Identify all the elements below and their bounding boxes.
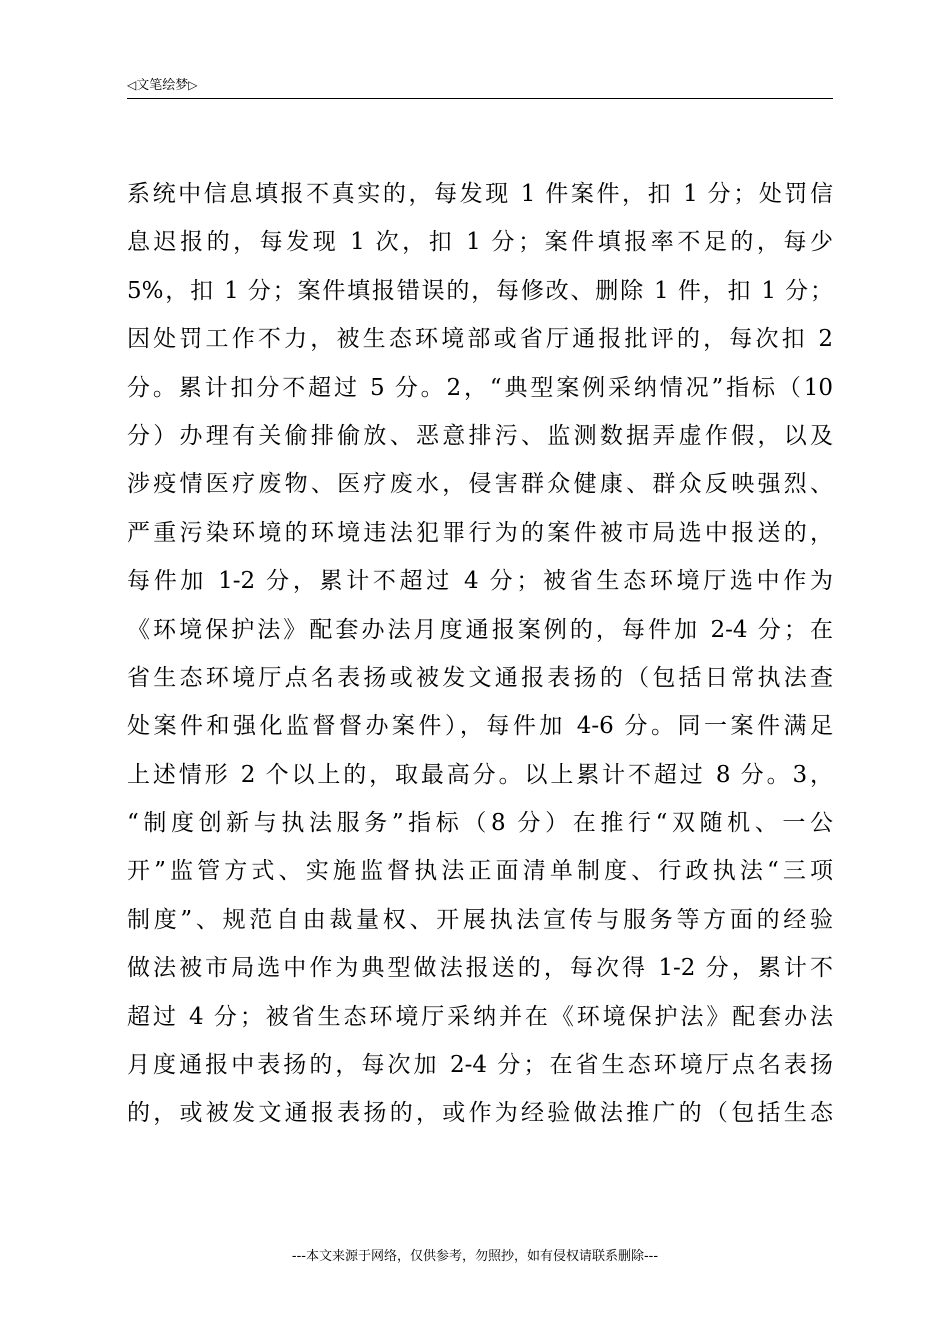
body-line: 分）办理有关偷排偷放、恶意排污、监测数据弄虚作假，以及 (127, 422, 833, 449)
left-triangle-icon: ◁ (127, 78, 137, 92)
body-line: 超过 4 分；被省生态环境厅采纳并在《环境保护法》配套办法 (127, 1003, 833, 1030)
body-line: 上述情形 2 个以上的，取最高分。以上累计不超过 8 分。3， (127, 761, 833, 788)
body-line: 的，或被发文通报表扬的，或作为经验做法推广的（包括生态 (127, 1100, 833, 1127)
right-triangle-icon: ▷ (188, 78, 198, 92)
body-line: 省生态环境厅点名表扬或被发文通报表扬的（包括日常执法查 (127, 664, 833, 691)
body-line: 系统中信息填报不真实的，每发现 1 件案件，扣 1 分；处罚信 (127, 181, 833, 207)
body-line: 做法被市局选中作为典型做法报送的，每次得 1-2 分，累计不 (127, 955, 833, 982)
body-line: 开”监管方式、实施监督执法正面清单制度、行政执法“三项 (127, 858, 833, 885)
page-header (127, 76, 833, 99)
body-line: 息迟报的，每发现 1 次，扣 1 分；案件填报率不足的，每少 (127, 229, 833, 256)
header-title-text: 文笔绘梦 (136, 78, 189, 93)
header-title (127, 76, 197, 95)
body-line: “制度创新与执法服务”指标（8 分）在推行“双随机、一公 (127, 810, 833, 837)
body-line: 月度通报中表扬的，每次加 2-4 分；在省生态环境厅点名表扬 (127, 1052, 833, 1079)
document-body (127, 170, 833, 1138)
body-line: 因处罚工作不力，被生态环境部或省厅通报批评的，每次扣 2 (127, 326, 833, 353)
body-line: 处案件和强化监督督办案件），每件加 4-6 分。同一案件满足 (127, 713, 833, 740)
page-footer: ---本文来源于网络，仅供参考，勿照抄，如有侵权请联系删除--- (291, 1249, 659, 1264)
body-line: 5%，扣 1 分；案件填报错误的，每修改、删除 1 件，扣 1 分； (127, 277, 833, 304)
body-line: 制度”、规范自由裁量权、开展执法宣传与服务等方面的经验 (127, 906, 833, 933)
body-line: 涉疫情医疗废物、医疗废水，侵害群众健康、群众反映强烈、 (127, 471, 833, 498)
body-line: 分。累计扣分不超过 5 分。2，“典型案例采纳情况”指标（10 (127, 374, 833, 401)
body-line: 严重污染环境的环境违法犯罪行为的案件被市局选中报送的， (127, 519, 833, 546)
body-line: 每件加 1-2 分，累计不超过 4 分；被省生态环境厅选中作为 (127, 568, 833, 595)
body-line: 《环境保护法》配套办法月度通报案例的，每件加 2-4 分；在 (127, 616, 833, 643)
